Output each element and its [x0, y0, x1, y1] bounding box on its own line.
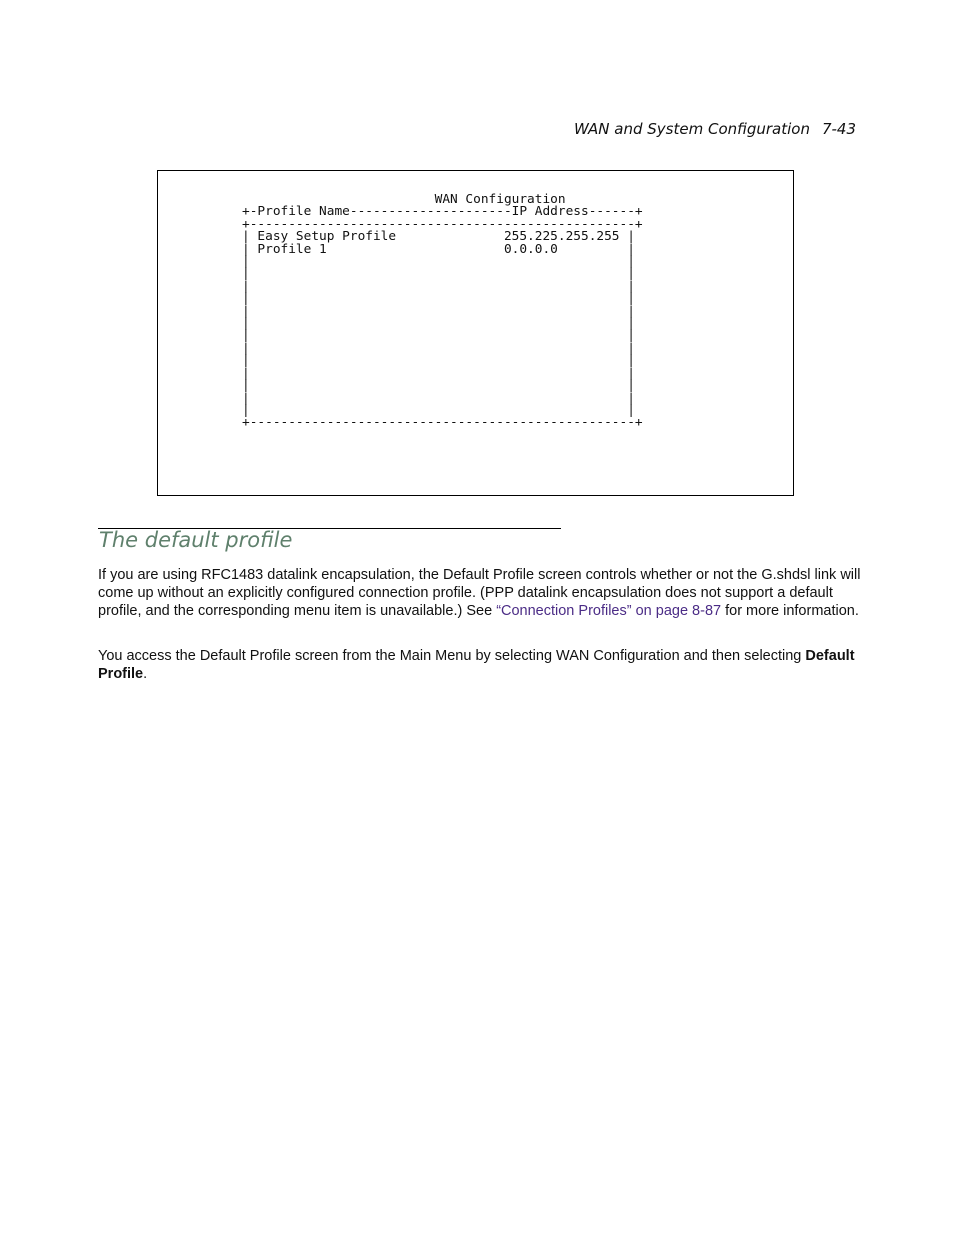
connection-profiles-link[interactable]: “Connection Profiles” on page 8-87 — [496, 603, 722, 619]
section-title: The default profile — [99, 528, 293, 552]
terminal-line: | | — [242, 402, 635, 418]
terminal-line: | | — [242, 390, 635, 406]
terminal-line: +--------------------------------------------------+ — [242, 216, 643, 232]
terminal-line: | | — [242, 254, 635, 270]
terminal-screen-figure — [157, 170, 794, 496]
terminal-line: | | — [242, 303, 635, 319]
body-paragraph-2 — [98, 647, 868, 683]
para2-text-after: . — [143, 666, 148, 682]
terminal-line: | | — [242, 353, 635, 369]
terminal-line: | Easy Setup Profile 255.225.255.255 | — [242, 229, 635, 245]
terminal-line: WAN Configuration — [242, 192, 566, 207]
terminal-line: | | — [242, 316, 635, 332]
terminal-line: | | — [242, 291, 635, 307]
terminal-line: | | — [242, 328, 635, 344]
para1-text-before: If you are using RFC1483 datalink encapsulation, the Default Profile screen controls whether or not the G.shdsl link will come up without an explicitly configured connection profile. (PPP datalink encapsulation does not support a default profile, and the corresponding menu item is unavailable.) See — [98, 567, 861, 619]
terminal-line: +-Profile Name---------------------IP Address------+ — [242, 204, 643, 220]
terminal-line: | | — [242, 378, 635, 394]
para2-text-before: You access the Default Profile screen from the Main Menu by selecting WAN Configuration and then selecting — [98, 648, 806, 664]
terminal-line: +--------------------------------------------------+ — [242, 415, 643, 431]
terminal-line: | | — [242, 278, 635, 294]
terminal-line: | | — [242, 340, 635, 356]
header-page-number: 7-43 — [821, 120, 856, 138]
para1-text-after: for more information. — [721, 603, 859, 619]
terminal-line: | | — [242, 266, 635, 282]
terminal-line: | Profile 1 0.0.0.0 | — [242, 241, 635, 257]
default-profile-bold: Default Profile — [98, 648, 855, 682]
terminal-screen-text — [242, 194, 643, 430]
body-paragraph-1 — [98, 566, 868, 620]
running-header — [574, 120, 856, 138]
terminal-line: | | — [242, 365, 635, 381]
header-section-title: WAN and System Configuration — [573, 120, 810, 138]
